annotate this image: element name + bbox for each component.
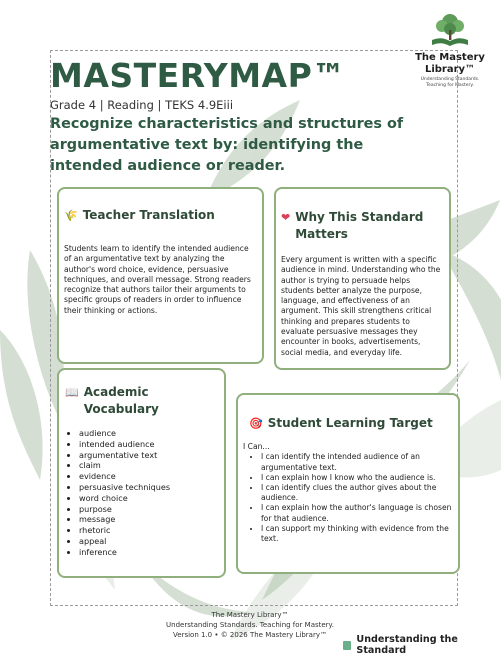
list-item: • rhetoric <box>79 525 219 536</box>
wheat-icon: 🌾 <box>64 209 78 222</box>
list-item: • I can explain how the author's language is chosen for that audience. <box>261 503 453 523</box>
teacher-translation-body: Students learn to identify the intended audience of an argumentative text by analyzing the author's word choice, evidence, persuasive techniques, and overall message. Strong readers recognize that authors tailor their arguments to specific groups of readers in order to influence their thinking or actions. <box>64 244 251 315</box>
learning-target-heading: 🎯 Student Learning Target <box>249 416 433 430</box>
list-item: • persuasive techniques <box>79 482 219 493</box>
list-item: • I can identify the intended audience of an argumentative text. <box>261 452 453 472</box>
footer-brand: The Mastery Library™ <box>211 611 289 619</box>
green-square-icon <box>343 641 351 650</box>
footer-tagline: Understanding Standards. Teaching for Mastery. <box>166 621 334 629</box>
tree-book-icon <box>428 12 472 50</box>
logo <box>405 12 495 96</box>
list-item: • argumentative text <box>79 450 219 461</box>
target-icon: 🎯 <box>249 417 263 430</box>
learning-target-card <box>236 393 460 574</box>
why-matters-body: Every argument is written with a specific audience in mind. Understanding who the author is trying to persuade helps students better analyze the purpose, language, and effectiveness of an argument. This skill strengthens critical thinking and prepares students to evaluate persuasive messages they encounter in books, advertisements, social media, and everyday life. <box>281 255 441 357</box>
list-item: • word choice <box>79 493 219 504</box>
standard-statement: Recognize characteristics and structures of argumentative text by: identifying the intended audience or reader. <box>50 116 404 174</box>
heart-icon: ❤ <box>281 211 291 224</box>
list-item: • inference <box>79 547 219 558</box>
teacher-translation-heading: 🌾 Teacher Translation <box>64 208 215 222</box>
footer <box>150 610 350 640</box>
list-item: • appeal <box>79 536 219 547</box>
learning-target-intro: I Can... <box>243 442 270 451</box>
vocabulary-list <box>65 428 219 558</box>
section-label: Understanding the Standard <box>343 634 501 655</box>
list-item: • intended audience <box>79 439 219 450</box>
list-item: • purpose <box>79 504 219 515</box>
list-item: • I can explain how I know who the audience is. <box>261 473 453 483</box>
list-item: • claim <box>79 460 219 471</box>
why-matters-heading: ❤ Why This Standard Matters <box>281 210 424 241</box>
list-item: • evidence <box>79 471 219 482</box>
list-item: • audience <box>79 428 219 439</box>
logo-tagline: Understanding Standards. Teaching for Mastery. <box>420 77 480 88</box>
book-icon: 📖 <box>65 386 79 399</box>
teacher-translation-card <box>57 187 264 364</box>
list-item: • I can identify clues the author gives about the audience. <box>261 483 453 503</box>
academic-vocabulary-card <box>57 368 226 578</box>
academic-vocabulary-heading: 📖 Academic Vocabulary <box>65 385 159 416</box>
footer-version: Version 1.0 • © 2026 The Mastery Library™ <box>173 631 327 639</box>
grade-subject-teks: Grade 4 | Reading | TEKS 4.9Eiii <box>50 98 234 112</box>
list-item: • I can support my thinking with evidence from the text. <box>261 524 453 544</box>
list-item: • message <box>79 514 219 525</box>
learning-target-list <box>243 452 453 544</box>
why-matters-card <box>274 187 451 370</box>
page-title: MASTERYMAP™ <box>50 56 346 95</box>
logo-name: The Mastery Library™ <box>415 52 485 75</box>
